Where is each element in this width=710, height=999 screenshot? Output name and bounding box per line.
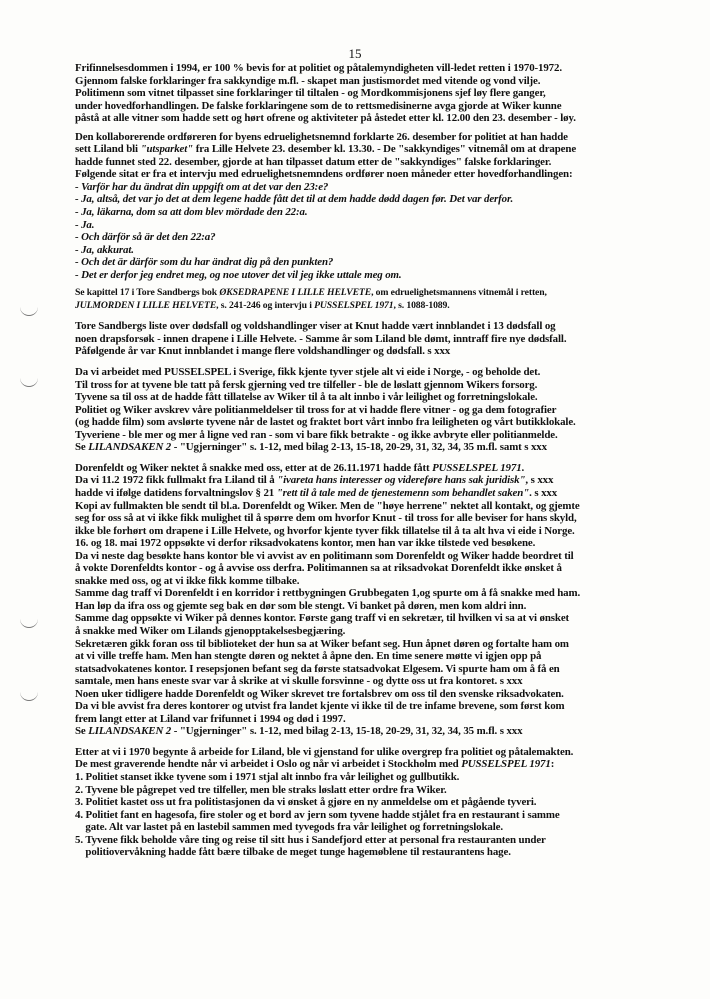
interview-line: - Och därför så är det den 22:a? (75, 231, 216, 244)
text-line: Samme dag oppsøkte vi Wiker på dennes kontor. Første gang traff vi en sekretær, til hvilken vi sa at vi ønsket (75, 612, 570, 625)
text-line: hadde funnet sted 22. desember, gjorde at han tilpasset datum etter de "sakkyndiges" falske forklaringer. (75, 155, 552, 168)
text-line: 16. og 18. mai 1972 oppsøkte vi derfor riksadvokatens kontor, men han var ikke tilstede ved besøkene. (75, 537, 536, 550)
text-line: ikke ble forhørt om drapene i Lille Helvete, og hvorfor kjente tyver fikk tillatelse til å ta alt hva vi eide i Norge. (75, 524, 575, 537)
paragraph-sobriety-chairman (75, 131, 700, 282)
text-line: Da vi 11.2 1972 fikk fullmakt fra Liland til å "ivareta hans interesser og videreføre hans sak juridisk", s xxx (75, 474, 554, 487)
text-line: Da vi arbeidet med PUSSELSPEL i Sverige, fikk kjente tyver stjele alt vi eide i Norge, - og beholde det. (75, 366, 541, 379)
text-line: Kopi av fullmakten ble sendt til bl.a. Dorenfeldt og Wiker. Men de "høye herrene" nektet all kontakt, og gjemte (75, 499, 580, 512)
citation-sandberg-book (75, 287, 700, 312)
list-item: 5. Tyvene fikk beholde våre ting og reise til sitt hus i Sandefjord etter at personal fra restauranten under (75, 833, 546, 846)
paragraph-dorenfeldt-wiker (75, 462, 700, 738)
interview-line: - Ja. (75, 218, 95, 231)
interview-line: - Ja, altså, det var jo det at dem legene hadde fått det til at dem hadde dødd dagen før. Det var derfor. (75, 193, 514, 206)
text-line: påstå at alle vitner som hadde sett og hørt ofrene og aktiviteter på åstedet etter kl. 12.00 den 23. desember - løy. (75, 112, 576, 125)
text-line: Samme dag traff vi Dorenfeldt i en korridor i rettbygningen Grubbegaten 1,og spurte om å få snakke med ham. (75, 587, 581, 600)
text-line: JULMORDEN I LILLE HELVETE, s. 241-246 og intervju i PUSSELSPEL 1971, s. 1088-1089. (75, 299, 450, 311)
list-item: politiovervåkning hadde fått bære tilbake de meget tunge hagemøblene til restaurantens hage. (75, 846, 511, 859)
text-line: Dorenfeldt og Wiker nektet å snakke med oss, etter at de 26.11.1971 hadde fått PUSSELSPEL 1971. (75, 461, 525, 474)
text-line: Følgende sitat er fra et intervju med edruelighetsnemndens ordfører noen måneder etter hovedforhandlingen: (75, 168, 573, 181)
list-item: 3. Politiet kastet oss ut fra politistasjonen da vi ønsket å gjøre en ny anmeldelse om et pågående tyveri. (75, 796, 537, 809)
text-line: at vi ville treffe ham. Men han stengte døren og nektet å åpne den. En time senere møtte vi igjen opp på (75, 650, 542, 663)
text-line: (og hadde film) som avslørte tyvene når de lastet og fraktet bort vårt innbo fra leiligheten og vårt butikklokale. (75, 416, 576, 429)
text-line: å snakke med Wiker om Lilands gjenopptakelsesbegjæring. (75, 624, 346, 637)
text-line: samtale, men hans eneste svar var å skrike at vi skulle forsvinne - og dytte oss ut fra kontoret. s xxx (75, 675, 523, 688)
text-line: Den kollaborerende ordføreren for byens edruelighetsnemnd forklarte 26. desember for politiet at han hadde (75, 130, 568, 143)
text-line: seg for oss så at vi ikke fikk mulighet til å spørre dem om hvorfor Knut - til tross for alle beviser for hans skyld, (75, 512, 577, 525)
punch-hole-mark (20, 305, 38, 316)
text-line: sett Liland bli "utsparket" fra Lille Helvete 23. desember kl. 13.30. - De "sakkyndiges" vitnemål om at drapene (75, 143, 577, 156)
punch-hole-mark (20, 376, 38, 387)
text-line: Sekretæren gikk foran oss til biblioteket der hun sa at Wiker befant seg. Hun åpnet døren og fortalte ham om (75, 637, 569, 650)
text-line: Da vi neste dag besøkte hans kontor ble vi avvist av en politimann som Dorenfeldt og Wiker hadde beordret til (75, 549, 574, 562)
paragraph-acquittal (75, 62, 700, 125)
text-line: Se LILANDSAKEN 2 - "Ugjerninger" s. 1-12, med bilag 2-13, 15-18, 20-29, 31, 32, 34, 35 m.fl. samt s xxx (75, 441, 547, 454)
text-line: Tyveriene - ble mer og mer å ligne ved ran - som vi bare fikk betrakte - og ikke avbryte eller politianmelde. (75, 428, 558, 441)
paragraph-abuses-list (75, 746, 700, 859)
interview-line: - Och det är därför som du har ändrat dig på den punkten? (75, 256, 334, 269)
text-line: Til tross for at tyvene ble tatt på fersk gjerning ved tre tilfeller - ble de løslatt gjennom Wikers forsorg. (75, 378, 538, 391)
text-line: Frifinnelsesdommen i 1994, er 100 % bevis for at politiet og påtalemyndigheten vill-ledet retten i 1970-1972. (75, 62, 562, 74)
text-line: under hovedforhandlingen. De falske forklaringene som de to rettsmedisinerne avga gjorde at Wiker kunne (75, 99, 562, 112)
text-line: Påfølgende år var Knut innblandet i mange flere voldshandlinger og dødsfall. s xxx (75, 345, 451, 358)
text-line: Tore Sandbergs liste over dødsfall og voldshandlinger viser at Knut hadde vært innblandet i 13 dødsfall og (75, 320, 556, 333)
text-line: Politimenn som vitnet tilpasset sine forklaringer til tiltalen - og Mordkommisjonens sjef løy flere ganger, (75, 87, 546, 100)
text-line: frem langt etter at Liland var frifunnet i 1994 og død i 1997. (75, 712, 346, 725)
text-line: snakke med oss, og at vi ikke fikk komme tilbake. (75, 574, 300, 587)
text-line: Se LILANDSAKEN 2 - "Ugjerninger" s. 1-12, med bilag 2-13, 15-18, 20-29, 31, 32, 34, 35 m.fl. s xxx (75, 725, 523, 738)
interview-line: - Ja, läkarna, dom sa att dom blev mördade den 22:a. (75, 206, 308, 219)
text-line: noen drapsforsøk - innen drapene i Lille Helvete. - Samme år som Liland ble dømt, inntraff fire nye dødsfall. (75, 332, 567, 345)
text-line: Gjennom falske forklaringer fra sakkyndige m.fl. - skapet man justismordet med vitende og vond vilje. (75, 74, 541, 87)
punch-hole-mark (20, 617, 38, 628)
list-item: 4. Politiet fant en hagesofa, fire stoler og et bord av jern som tyvene hadde stjålet fra en restaurant i samme (75, 808, 560, 821)
text-line: hadde vi ifølge datidens forvaltningslov § 21 "rett til å tale med de tjenestemenn som behandlet saken". s xxx (75, 486, 558, 499)
text-line: Tyvene sa til oss at de hadde fått tillatelse av Wiker til å ta alt innbo i vår leilighet og forretningslokale. (75, 391, 538, 404)
text-line: De mest graverende hendte når vi arbeidet i Oslo og når vi arbeidet i Stockholm med PUSSELSPEL 1971: (75, 758, 555, 771)
list-item: 1. Politiet stanset ikke tyvene som i 1971 stjal alt innbo fra vår leilighet og gullbutikk. (75, 770, 460, 783)
text-line: Da vi ble avvist fra deres kontorer og utvist fra landet kjente vi ikke til de tre infame brevene, som først kom (75, 700, 565, 713)
paragraph-thefts (75, 366, 700, 454)
interview-line: - Varför har du ändrat din uppgift om at det var den 23:e? (75, 180, 329, 193)
list-item: gate. Alt var lastet på en lastebil sammen med tyvegods fra vår leilighet og forretningslokale. (75, 821, 503, 834)
paragraph-knut-list (75, 320, 700, 358)
text-line: å vokte Dorenfeldts kontor - og å avvise oss derfra. Politimannen sa at riksadvokat Dorenfeldt ikke ønsket å (75, 562, 562, 575)
text-line: Han løp da ifra oss og gjemte seg bak en dør som ble stengt. Vi banket på døren, men kom aldri inn. (75, 599, 527, 612)
interview-line: - Det er derfor jeg endret meg, og noe utover det vil jeg ikke uttale meg om. (75, 268, 402, 281)
punch-hole-mark (20, 690, 38, 701)
text-line: Etter at vi i 1970 begynte å arbeide for Liland, ble vi gjenstand for ulike overgrep fra politiet og påtalemakten. (75, 745, 574, 758)
text-line: Politiet og Wiker avskrev våre politianmeldelser til tross for at vi hadde flere vitner - og ga dem fotografier (75, 403, 557, 416)
document-body (75, 62, 700, 859)
text-line: Se kapittel 17 i Tore Sandbergs bok ØKSEDRAPENE I LILLE HELVETE, om edruelighetsmannens vitnemål i retten, (75, 287, 547, 299)
interview-line: - Ja, akkurat. (75, 243, 134, 256)
list-item: 2. Tyvene ble pågrepet ved tre tilfeller, men ble straks løslatt etter ordre fra Wiker. (75, 783, 447, 796)
text-line: statsadvokatenes kontor. I resepsjonen befant seg da første statsadvokat Elgesem. Vi spurte ham om å få en (75, 662, 560, 675)
page-number: 15 (348, 46, 362, 61)
text-line: Noen uker tidligere hadde Dorenfeldt og Wiker skrevet tre fortalsbrev om oss til den svenske riksadvokaten. (75, 687, 564, 700)
